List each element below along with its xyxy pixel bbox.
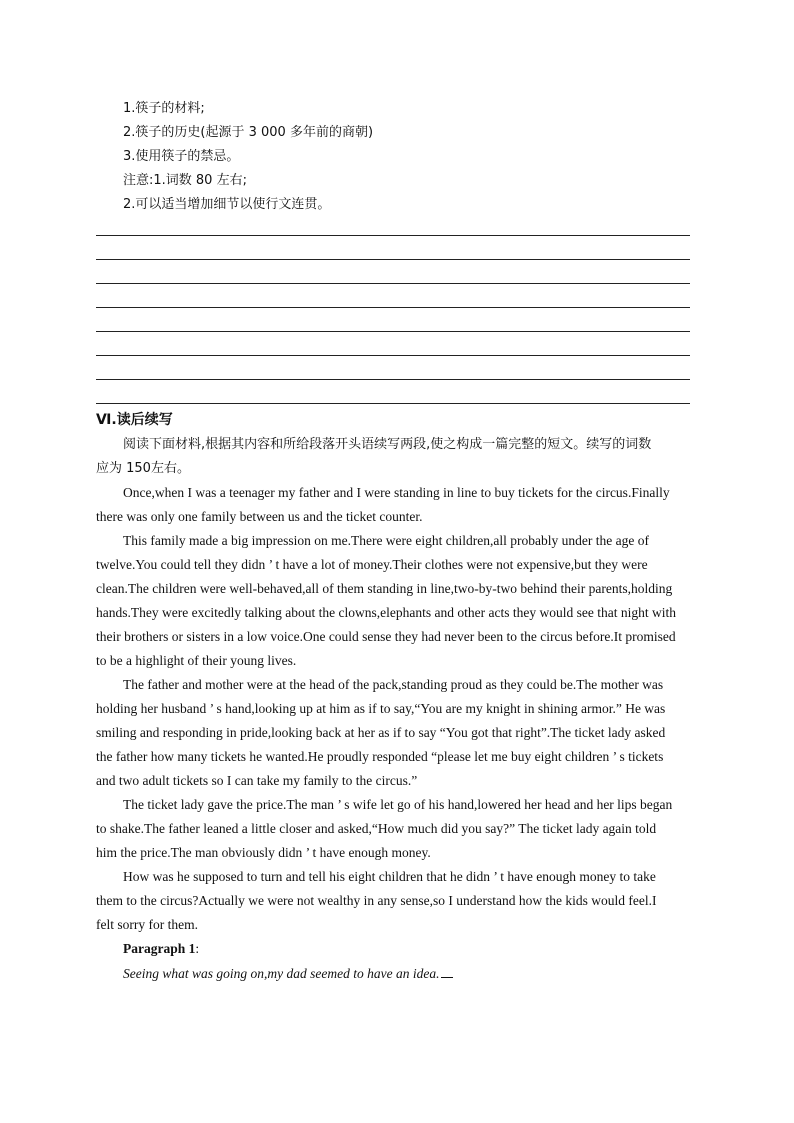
section-heading: Ⅵ.读后续写: [96, 412, 173, 428]
passage-line: The ticket lady gave the price.The man ’ s wife let go of his hand,lowered her head and her lips began: [123, 797, 673, 812]
passage-line: felt sorry for them.: [96, 917, 198, 932]
passage-line: him the price.The man obviously didn ’ t have enough money.: [96, 845, 431, 860]
passage-line: holding her husband ’ s hand,looking up at him as if to say,“You are my knight in shining armor.” He was: [96, 701, 666, 716]
passage-line: smiling and responding in pride,looking back at her as if to say “You got that right”.The ticket lady asked: [96, 725, 666, 740]
passage-line: there was only one family between us and the ticket counter.: [96, 509, 423, 524]
answer-line: [96, 331, 690, 332]
paragraph-label-colon: :: [195, 941, 200, 956]
task-note-1: 注意:1.词数 80 左右;: [123, 173, 247, 188]
passage-line: Once,when I was a teenager my father and I were standing in line to buy tickets for the circus.Finally: [123, 485, 670, 500]
answer-line: [96, 283, 690, 284]
passage-line: their brothers or sisters in a low voice.One could sense they had never been to the circus before.It promised: [96, 629, 676, 644]
answer-line: [96, 259, 690, 260]
passage-line: twelve.You could tell they didn ’ t have a lot of money.Their clothes were not expensive,but they were: [96, 557, 648, 572]
passage-line: The father and mother were at the head of the pack,standing proud as they could be.The mother was: [123, 677, 664, 692]
passage-line: the father how many tickets he wanted.He proudly responded “please let me buy eight children ’ s tickets: [96, 749, 664, 764]
paragraph-start-text: Seeing what was going on,my dad seemed to have an idea.: [123, 966, 440, 981]
answer-line: [96, 307, 690, 308]
task-point-1: 1.筷子的材料;: [123, 101, 205, 116]
paragraph-start: [123, 963, 453, 984]
passage-line: to shake.The father leaned a little closer and asked,“How much did you say?” The ticket lady again told: [96, 821, 657, 836]
instruction-line-1: 阅读下面材料,根据其内容和所给段落开头语续写两段,使之构成一篇完整的短文。续写的词数: [123, 437, 652, 452]
answer-line: [96, 403, 690, 404]
instruction-line-2: 应为 150左右。: [96, 461, 190, 476]
answer-line: [96, 355, 690, 356]
task-point-2: 2.筷子的历史(起源于 3 000 多年前的商朝): [123, 125, 374, 140]
passage-line: them to the circus?Actually we were not wealthy in any sense,so I understand how the kids would feel.I: [96, 893, 657, 908]
passage-line: to be a highlight of their young lives.: [96, 653, 297, 668]
paragraph-label: [123, 939, 199, 959]
paragraph-label-text: Paragraph 1: [123, 941, 196, 956]
passage-line: How was he supposed to turn and tell his eight children that he didn ’ t have enough money to take: [123, 869, 656, 884]
passage-line: and two adult tickets so I can take my family to the circus.”: [96, 773, 418, 788]
passage-line: This family made a big impression on me.There were eight children,all probably under the age of: [123, 533, 649, 548]
passage-line: clean.The children were well-behaved,all of them standing in line,two-by-two behind their parents,holding: [96, 581, 673, 596]
answer-line: [96, 379, 690, 380]
answer-line: [96, 235, 690, 236]
task-note-2: 2.可以适当增加细节以使行文连贯。: [123, 197, 331, 212]
passage-line: hands.They were excitedly talking about the clowns,elephants and other acts they would see that night with: [96, 605, 676, 620]
task-point-3: 3.使用筷子的禁忌。: [123, 149, 240, 164]
answer-blank[interactable]: [441, 963, 453, 978]
